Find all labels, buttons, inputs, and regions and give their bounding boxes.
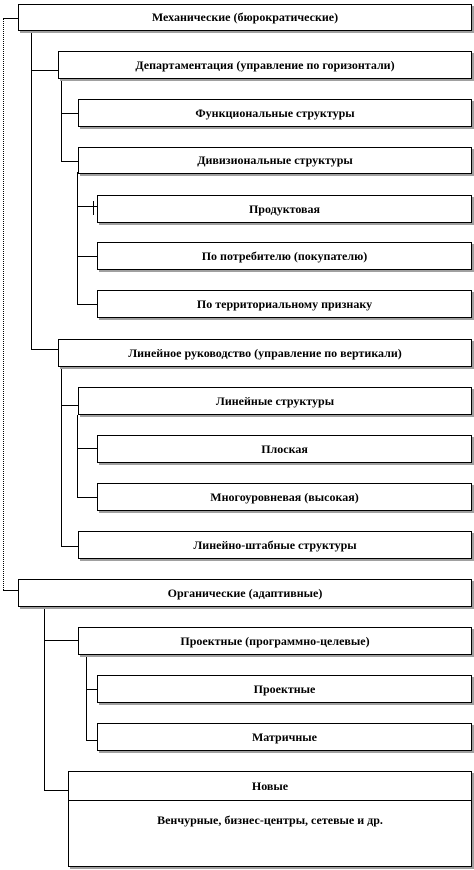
connector: [61, 113, 78, 114]
connector: [77, 206, 97, 207]
connector: [77, 256, 97, 257]
connector: [61, 161, 78, 162]
node-divisional: Дивизиональные структуры: [78, 147, 472, 174]
connector: [3, 590, 19, 591]
connector: [77, 415, 78, 497]
connector: [77, 497, 97, 498]
connector: [93, 201, 94, 215]
connector: [86, 689, 97, 690]
node-flat: Плоская: [97, 435, 472, 463]
connector: [77, 448, 97, 449]
connector: [31, 349, 59, 350]
node-mechanical: Механические (бюрократические): [18, 4, 472, 31]
node-project: Проектные: [97, 675, 472, 703]
node-linear-management: Линейное руководство (управление по вертикали): [58, 339, 472, 367]
connector: [31, 31, 32, 349]
connector: [44, 790, 68, 791]
connector: [86, 655, 87, 740]
node-linear-staff: Линейно-штабные структуры: [78, 531, 472, 559]
connector: [61, 405, 78, 406]
node-departmentation: Департаментация (управление по горизонтали): [58, 51, 472, 79]
node-new-description: Венчурные, бизнес-центры, сетевые и др.: [157, 813, 383, 827]
node-organic: Органические (адаптивные): [18, 579, 472, 607]
connector: [86, 740, 97, 741]
node-project-program: Проектные (программно-целевые): [78, 627, 472, 655]
node-consumer: По потребителю (покупателю): [97, 242, 472, 270]
node-territorial: По территориальному признаку: [97, 290, 472, 318]
connector: [44, 640, 78, 641]
node-matrix: Матричные: [97, 723, 472, 751]
connector: [77, 304, 97, 305]
node-new-title: Новые: [69, 772, 471, 801]
connector: [3, 18, 19, 19]
connector: [61, 79, 62, 161]
connector: [44, 607, 45, 790]
connector: [61, 366, 62, 546]
connector: [77, 172, 78, 304]
node-functional: Функциональные структуры: [78, 99, 472, 127]
connector: [61, 546, 78, 547]
connector: [31, 70, 59, 71]
node-new: [68, 771, 472, 867]
node-linear-structures: Линейные структуры: [78, 387, 472, 415]
node-product: Продуктовая: [97, 195, 472, 223]
node-multilevel: Многоуровневая (высокая): [97, 483, 472, 511]
root-connector: [3, 18, 4, 590]
